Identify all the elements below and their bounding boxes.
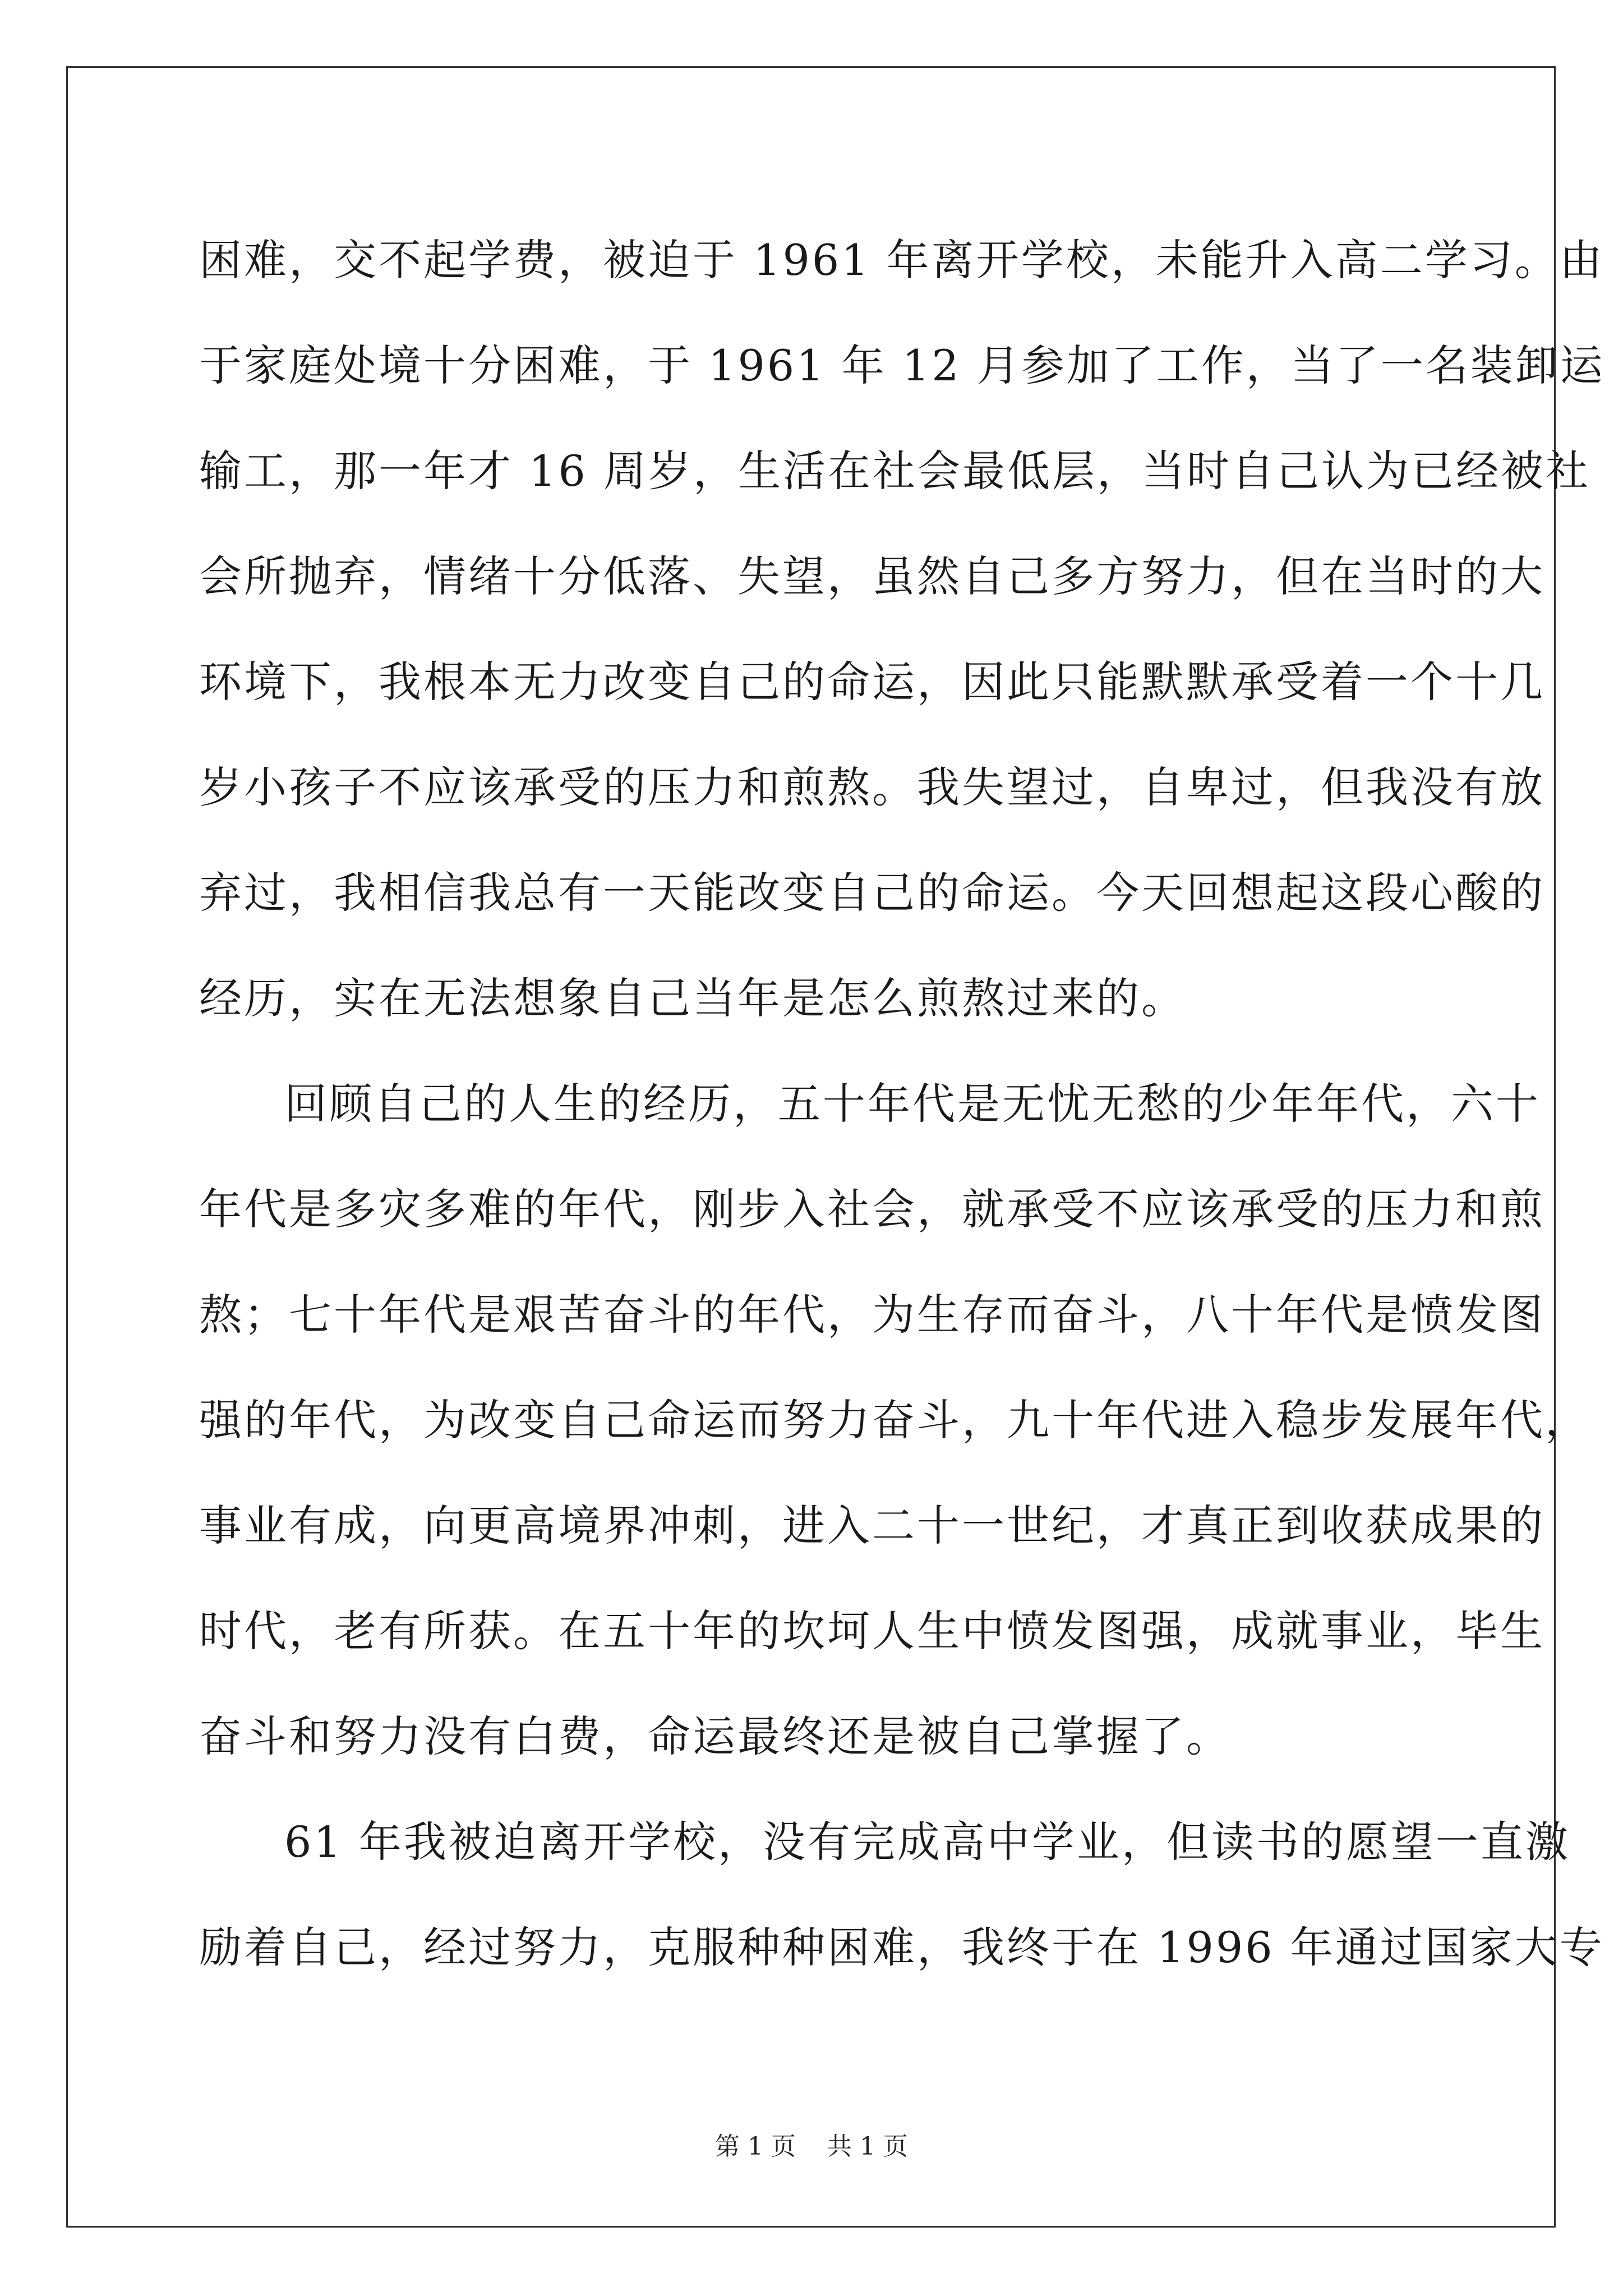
text-line-indented: 回顾自己的人生的经历，五十年代是无忧无愁的少年年代，六十	[284, 1079, 1541, 1129]
paragraph-1	[199, 208, 1605, 1051]
text-line: 弃过，我相信我总有一天能改变自己的命运。今天回想起这段心酸的	[199, 868, 1545, 918]
text-line: 年代是多灾多难的年代，刚步入社会，就承受不应该承受的压力和煎	[199, 1184, 1545, 1234]
text-line: 事业有成，向更高境界冲刺，进入二十一世纪，才真正到收获成果的	[199, 1501, 1545, 1550]
text-line-indented: 61 年我被迫离开学校，没有完成高中学业，但读书的愿望一直激	[284, 1817, 1570, 1867]
text-line: 励着自己，经过努力，克服种种困难，我终于在 1996 年通过国家大专	[199, 1922, 1604, 1972]
paragraph-2	[199, 1051, 1590, 1789]
text-line: 熬；七十年代是艰苦奋斗的年代，为生存而奋斗，八十年代是愤发图	[199, 1290, 1545, 1340]
text-line: 输工，那一年才 16 周岁，生活在社会最低层，当时自己认为已经被社	[199, 446, 1591, 496]
text-line: 岁小孩子不应该承受的压力和煎熬。我失望过，自卑过，但我没有放	[199, 762, 1545, 812]
text-line: 强的年代，为改变自己命运而努力奋斗，九十年代进入稳步发展年代，	[199, 1395, 1590, 1445]
text-line: 环境下，我根本无力改变自己的命运，因此只能默默承受着一个十几	[199, 657, 1545, 707]
document-body	[199, 208, 1605, 2000]
text-line: 会所抛弃，情绪十分低落、失望，虽然自己多方努力，但在当时的大	[199, 551, 1545, 601]
text-line: 于家庭处境十分困难，于 1961 年 12 月参加了工作，当了一名装卸运	[199, 341, 1605, 390]
paragraph-3	[199, 1789, 1604, 2000]
text-line: 经历，实在无法想象自己当年是怎么煎熬过来的。	[199, 973, 1186, 1023]
text-line: 困难，交不起学费，被迫于 1961 年离开学校，未能升入高二学习。由	[199, 235, 1604, 285]
text-line: 时代，老有所获。在五十年的坎坷人生中愤发图强，成就事业，毕生	[199, 1606, 1545, 1656]
page-number-footer: 第 1 页 共 1 页	[715, 2132, 908, 2161]
text-line: 奋斗和努力没有白费，命运最终还是被自己掌握了。	[199, 1711, 1231, 1761]
